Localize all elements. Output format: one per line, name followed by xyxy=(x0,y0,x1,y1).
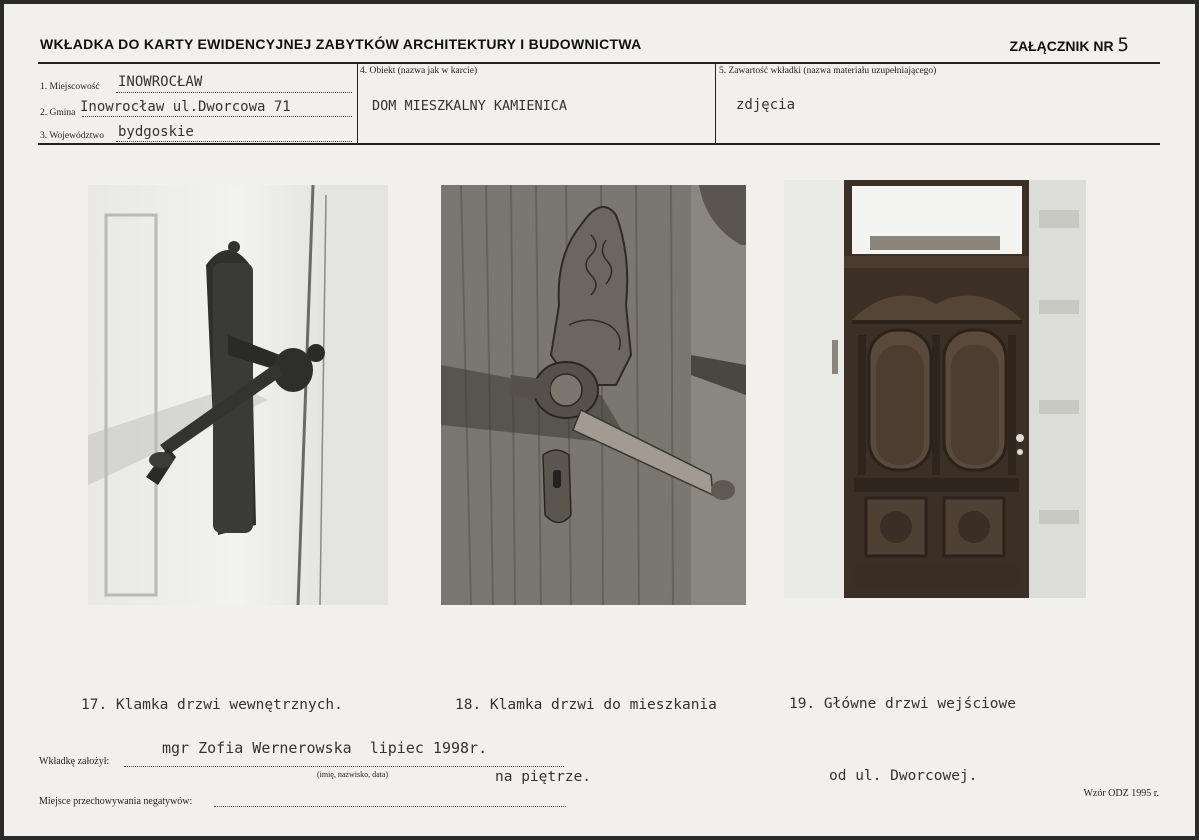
caption-photo-19-line2: od ul. Dworcowej. xyxy=(829,768,978,784)
caption-photo-19 xyxy=(789,644,1016,836)
form-divider-1 xyxy=(357,63,358,143)
annex-label-text: ZAŁĄCZNIK NR xyxy=(1009,38,1114,54)
author-label: Wkładkę założył: xyxy=(39,756,110,767)
photo-main-entrance-door xyxy=(784,180,1086,598)
object-value: DOM MIESZKALNY KAMIENICA xyxy=(372,98,568,114)
locality-value: INOWROCŁAW xyxy=(118,74,203,90)
author-hint: (imię, nazwisko, data) xyxy=(317,770,389,779)
photo-interior-door-handle xyxy=(88,185,388,605)
province-value: bydgoskie xyxy=(118,124,194,140)
caption-photo-18-line1: 18. Klamka drzwi do mieszkania xyxy=(455,697,717,713)
form-divider-2 xyxy=(715,63,716,143)
negatives-label: Miejsce przechowywania negatywów: xyxy=(39,796,193,807)
commune-dots xyxy=(82,116,352,117)
form-id: Wzór ODZ 1995 r. xyxy=(1083,788,1159,799)
document-sheet xyxy=(4,4,1195,836)
contents-value: zdjęcia xyxy=(736,97,796,113)
annex-label xyxy=(1009,34,1129,56)
form-top-rule xyxy=(38,62,1160,64)
form-bottom-rule xyxy=(38,143,1160,145)
document-title: WKŁADKA DO KARTY EWIDENCYJNEJ ZABYTKÓW ARCHITEKTURY I BUDOWNICTWA xyxy=(40,36,642,52)
annex-number: 5 xyxy=(1117,34,1129,56)
negatives-dots xyxy=(214,806,566,807)
caption-photo-17-line1: 17. Klamka drzwi wewnętrznych. xyxy=(81,697,343,713)
author-value: mgr Zofia Wernerowska lipiec 1998r. xyxy=(162,739,488,757)
object-label: 4. Obiekt (nazwa jak w karcie) xyxy=(360,66,478,76)
photo-apartment-door-handle xyxy=(441,185,746,605)
contents-label: 5. Zawartość wkładki (nazwa materiału uzupełniającego) xyxy=(719,66,937,76)
locality-label: 1. Miejscowość xyxy=(40,82,100,92)
caption-photo-18-line2: na piętrze. xyxy=(495,769,592,785)
interior-handle-image xyxy=(88,185,388,605)
commune-value: Inowrocław ul.Dworcowa 71 xyxy=(80,99,291,115)
locality-dots xyxy=(116,92,352,93)
caption-photo-18 xyxy=(455,645,717,837)
author-dots xyxy=(124,766,564,767)
commune-label: 2. Gmina xyxy=(40,108,76,118)
apartment-handle-image xyxy=(441,185,746,605)
province-label: 3. Województwo xyxy=(40,131,104,141)
province-dots xyxy=(116,141,352,142)
entrance-door-image xyxy=(784,180,1086,598)
caption-photo-19-line1: 19. Główne drzwi wejściowe xyxy=(789,696,1016,712)
